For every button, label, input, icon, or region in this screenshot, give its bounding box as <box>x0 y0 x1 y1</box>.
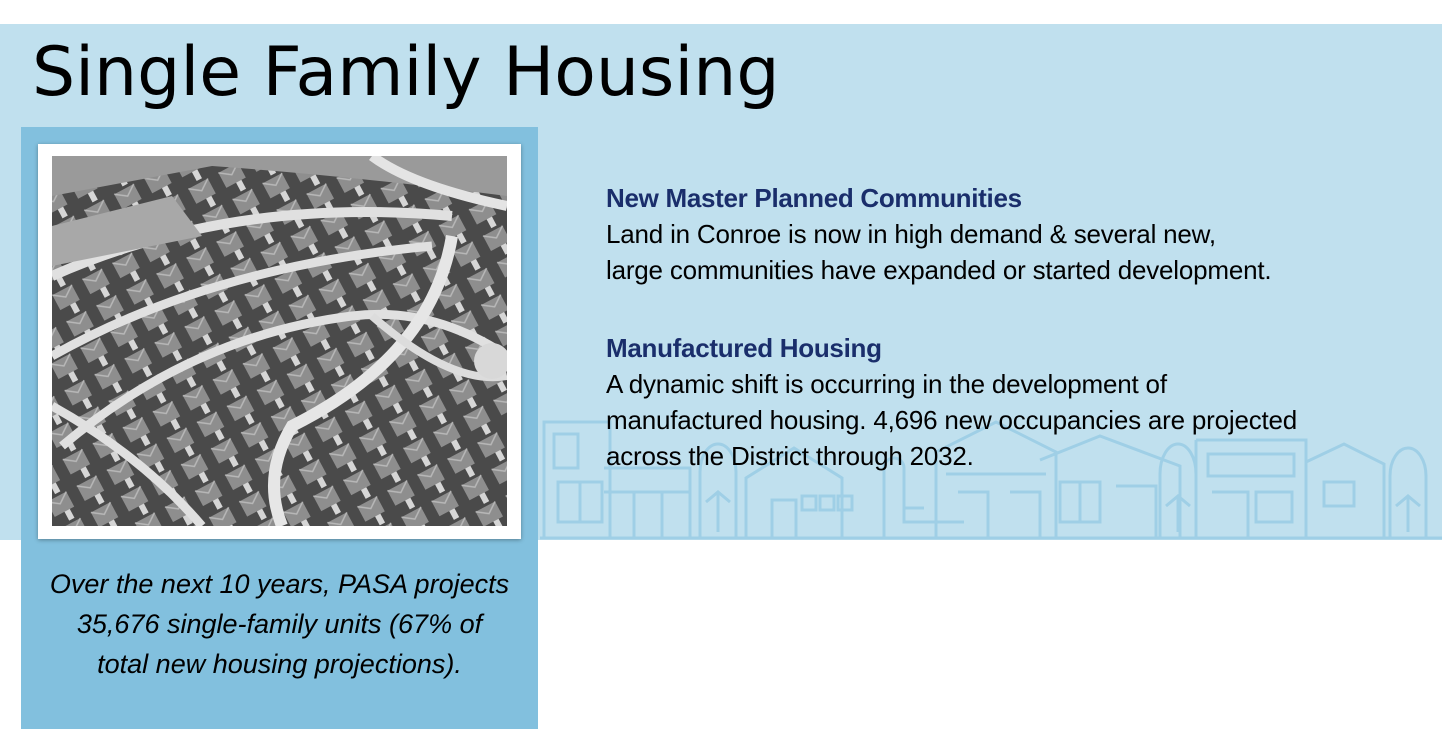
section-text: Land in Conroe is now in high demand & several new, <box>606 219 1216 249</box>
caption <box>21 564 538 684</box>
aerial-subdivision-photo <box>52 156 507 526</box>
section-heading: Manufactured Housing <box>606 333 882 363</box>
section-manufactured-housing <box>606 330 1426 474</box>
content <box>606 180 1426 474</box>
page-title: Single Family Housing <box>32 33 780 112</box>
caption-line: Over the next 10 years, PASA projects <box>49 569 510 599</box>
section-text: A dynamic shift is occurring in the development of <box>606 369 1167 399</box>
photo-frame <box>38 144 521 539</box>
section-master-planned <box>606 180 1426 288</box>
section-text: across the District through 2032. <box>606 441 974 471</box>
section-text: manufactured housing. 4,696 new occupancies are projected <box>606 405 1298 435</box>
caption-line: 35,676 single-family units (67% of <box>76 609 483 639</box>
section-heading: New Master Planned Communities <box>606 183 1022 213</box>
section-text: large communities have expanded or started development. <box>606 255 1272 285</box>
caption-line: total new housing projections). <box>97 649 462 679</box>
